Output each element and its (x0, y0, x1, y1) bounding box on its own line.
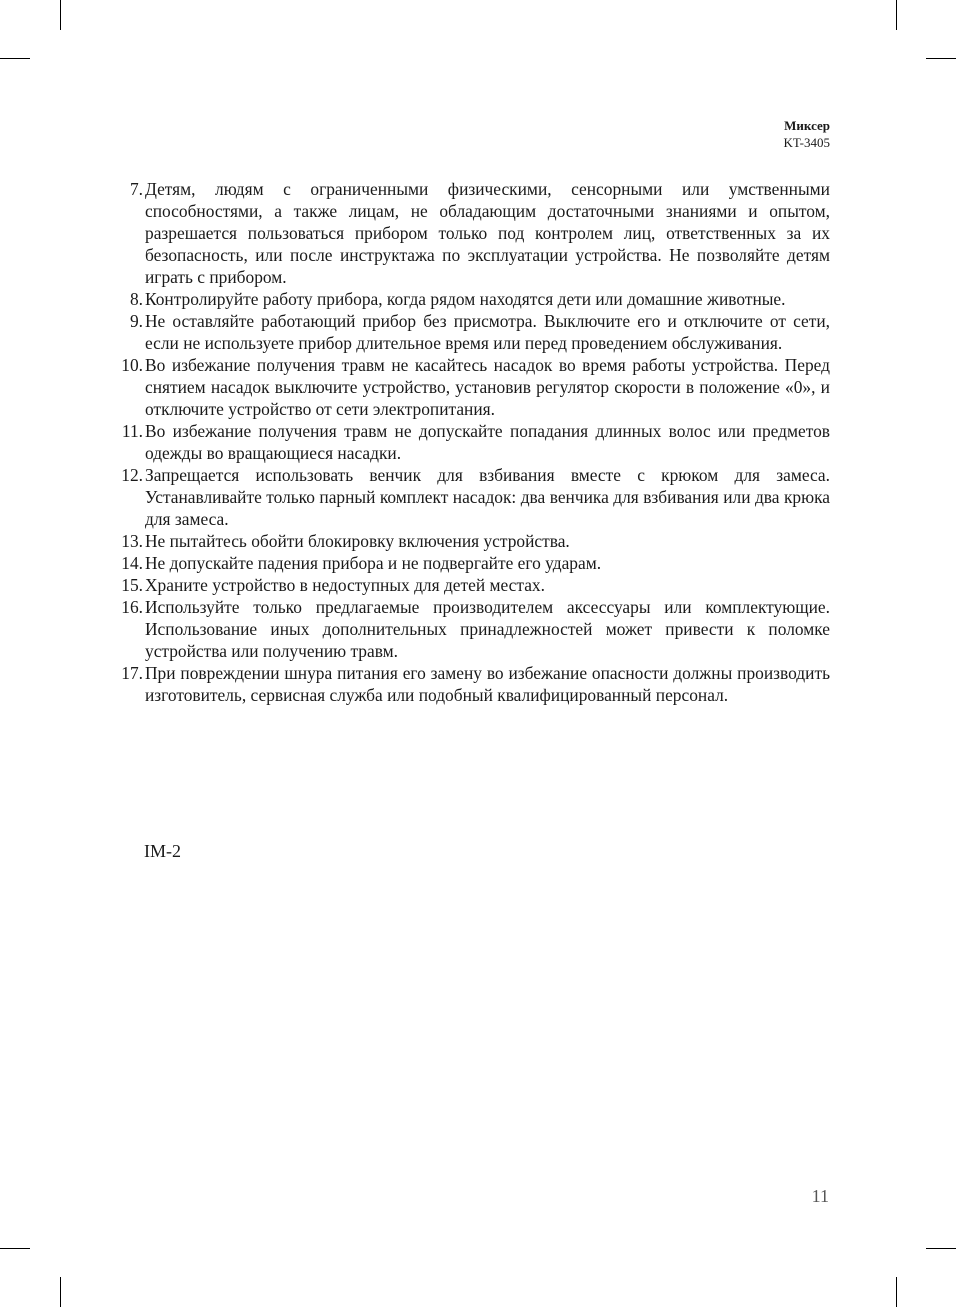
item-text: Не оставляйте работающий прибор без присмотра. Выключите его и отключите от сети, если не используете прибор длительное время или перед проведением обслуживания. (145, 311, 830, 353)
model-code: IM-2 (144, 841, 181, 861)
product-title: Миксер (784, 118, 830, 133)
crop-mark-bottom-right-horizontal (926, 1248, 956, 1249)
item-text: Храните устройство в недоступных для детей местах. (145, 575, 545, 595)
item-text: Не пытайтесь обойти блокировку включения устройства. (145, 531, 570, 551)
list-item (112, 288, 830, 310)
item-text: При повреждении шнура питания его замену во избежание опасности должны производить изготовитель, сервисная служба или подобный квалифицированный персонал. (145, 663, 830, 705)
item-number: 16. (121, 597, 143, 617)
crop-mark-bottom-left-vertical (60, 1277, 61, 1307)
list-item (112, 354, 830, 420)
item-number: 10. (121, 355, 143, 375)
item-text: Не допускайте падения прибора и не подвергайте его ударам. (145, 553, 602, 573)
list-item (112, 464, 830, 530)
crop-mark-top-right-horizontal (926, 58, 956, 59)
item-text: Используйте только предлагаемые производителем аксессуары или комплектующие. Использование иных дополнительных принадлежностей может привести к поломке устройства или получению травм. (145, 597, 830, 661)
item-text: Контролируйте работу прибора, когда рядом находятся дети или домашние животные. (145, 289, 786, 309)
crop-mark-top-right-vertical (896, 0, 897, 30)
safety-rules-list (112, 178, 830, 706)
page-number: 11 (811, 1186, 829, 1206)
item-text: Во избежание получения травм не касайтесь насадок во время работы устройства. Перед снятием насадок выключите устройство, установив регулятор скорости в положение «0», и отключите устройство от сети электропитания. (145, 355, 830, 419)
list-item (112, 552, 830, 574)
list-item (112, 178, 830, 288)
item-text: Детям, людям с ограниченными физическими, сенсорными или умственными способностями, а также лицам, не обладающим достаточными знаниями и опытом, разрешается пользоваться прибором только под контролем лиц, ответственных за их безопасность, или после инструктажа по эксплуатации устройства. Не позволяйте детям играть с прибором. (145, 179, 830, 287)
list-item (112, 420, 830, 464)
crop-mark-bottom-left-horizontal (0, 1248, 30, 1249)
item-number: 8. (129, 289, 143, 309)
item-number: 14. (121, 553, 143, 573)
list-item (112, 310, 830, 354)
item-number: 15. (121, 575, 143, 595)
item-number: 7. (129, 179, 143, 199)
item-number: 13. (121, 531, 143, 551)
item-number: 12. (121, 465, 143, 485)
list-item (112, 574, 830, 596)
item-number: 9. (129, 311, 143, 331)
list-item (112, 596, 830, 662)
item-number: 17. (121, 663, 143, 683)
page-header (784, 117, 830, 151)
crop-mark-top-left-horizontal (0, 58, 30, 59)
crop-mark-top-left-vertical (60, 0, 61, 30)
list-item (112, 530, 830, 552)
list-item (112, 662, 830, 706)
product-model: KT-3405 (783, 135, 830, 150)
item-text: Во избежание получения травм не допускайте попадания длинных волос или предметов одежды во вращающиеся насадки. (145, 421, 830, 463)
item-number: 11. (121, 421, 143, 441)
crop-mark-bottom-right-vertical (896, 1277, 897, 1307)
item-text: Запрещается использовать венчик для взбивания вместе с крюком для замеса. Устанавливайте только парный комплект насадок: два венчика для взбивания или два крюка для замеса. (145, 465, 830, 529)
